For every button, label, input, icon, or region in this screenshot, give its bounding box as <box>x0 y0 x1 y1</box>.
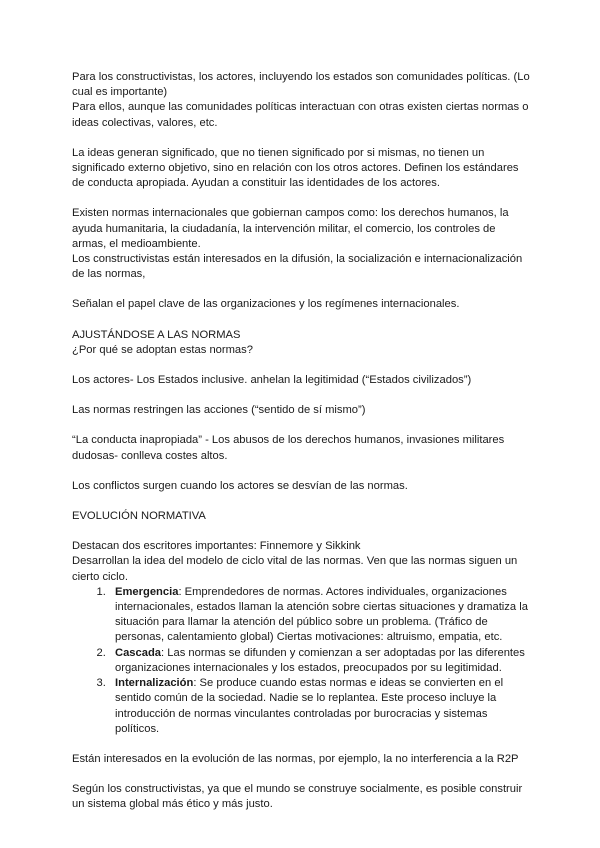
term-cascade: Cascada <box>115 646 162 659</box>
paragraph-actors: Para los constructivistas, los actores, incluyendo los estados son comunidades políticas. (Lo cual es importante) <box>72 71 530 99</box>
list-item-emergence <box>109 585 530 646</box>
question-why-norms: ¿Por qué se adoptan estas normas? <box>72 343 253 356</box>
paragraph-legitimacy: Los actores- Los Estados inclusive. anhelan la legitimidad (“Estados civilizados”) <box>72 374 472 387</box>
text-cascade: : Las normas se difunden y comienzan a ser adoptadas por las diferentes organizaciones internacionales y los estados, preocupados por su legitimidad. <box>115 646 525 674</box>
paragraph-r2p: Están interesados en la evolución de las normas, por ejemplo, la no interferencia a la R2P <box>72 752 519 765</box>
paragraph-life-cycle: Desarrollan la idea del modelo de ciclo vital de las normas. Ven que las normas siguen un cierto ciclo. <box>72 555 518 583</box>
paragraph-conflicts: Los conflictos surgen cuando los actores se desvían de las normas. <box>72 479 408 492</box>
text-emergence: : Emprendedores de normas. Actores individuales, organizaciones internacionales, estados llaman la atención sobre ciertas situaciones y dramatiza la situación para llamar la atención del público sobre un problema. (Tráfico de personas, calentamiento global) Ciertas motivaciones: altruismo, empatia, etc. <box>115 585 528 644</box>
paragraph-ethical-system: Según los constructivistas, ya que el mundo se construye socialmente, es posible construir un sistema global más ético y más justo. <box>72 783 523 811</box>
list-item-internalization <box>109 676 530 737</box>
paragraph-organizations: Señalan el papel clave de las organizaciones y los regímenes internacionales. <box>72 298 460 311</box>
heading-normative-evolution: EVOLUCIÓN NORMATIVA <box>72 510 206 523</box>
term-internalization: Internalización <box>115 677 194 690</box>
heading-adjusting-norms: AJUSTÁNDOSE A LAS NORMAS <box>72 328 241 341</box>
list-item-cascade <box>109 646 530 676</box>
paragraph-writers: Destacan dos escritores importantes: Finnemore y Sikkink <box>72 540 361 553</box>
text-internalization: : Se produce cuando estas normas e ideas se convierten en el sentido común de la sociedad. Nadie se lo replantea. Este proceso incluye la introducción de normas vinculantes controladas por burocracias y sistemas políticos. <box>115 677 504 735</box>
norm-life-cycle-list <box>72 585 530 737</box>
paragraph-restrictions: Las normas restringen las acciones (“sentido de sí mismo”) <box>72 404 366 417</box>
paragraph-diffusion: Los constructivistas están interesados en la difusión, la socialización e internacionalización de las normas, <box>72 253 523 281</box>
paragraph-inappropriate-conduct: “La conducta inapropiada” - Los abusos de los derechos humanos, invasiones militares dudosas- conlleva costes altos. <box>72 434 505 462</box>
term-emergence: Emergencia <box>115 585 179 598</box>
paragraph-ideas: La ideas generan significado, que no tienen significado por si mismas, no tienen un significado externo objetivo, sino en relación con los otros actores. Definen los estándares de conducta apropiada. Ayudan a constituir las identidades de los actores. <box>72 146 519 190</box>
paragraph-collective-norms: Para ellos, aunque las comunidades políticas interactuan con otras existen ciertas normas o ideas colectivas, valores, etc. <box>72 101 529 129</box>
paragraph-international-norms: Existen normas internacionales que gobiernan campos como: los derechos humanos, la ayuda humanitaria, la ciudadanía, la intervención militar, el comercio, los controles de armas, el medioambiente. <box>72 207 509 250</box>
